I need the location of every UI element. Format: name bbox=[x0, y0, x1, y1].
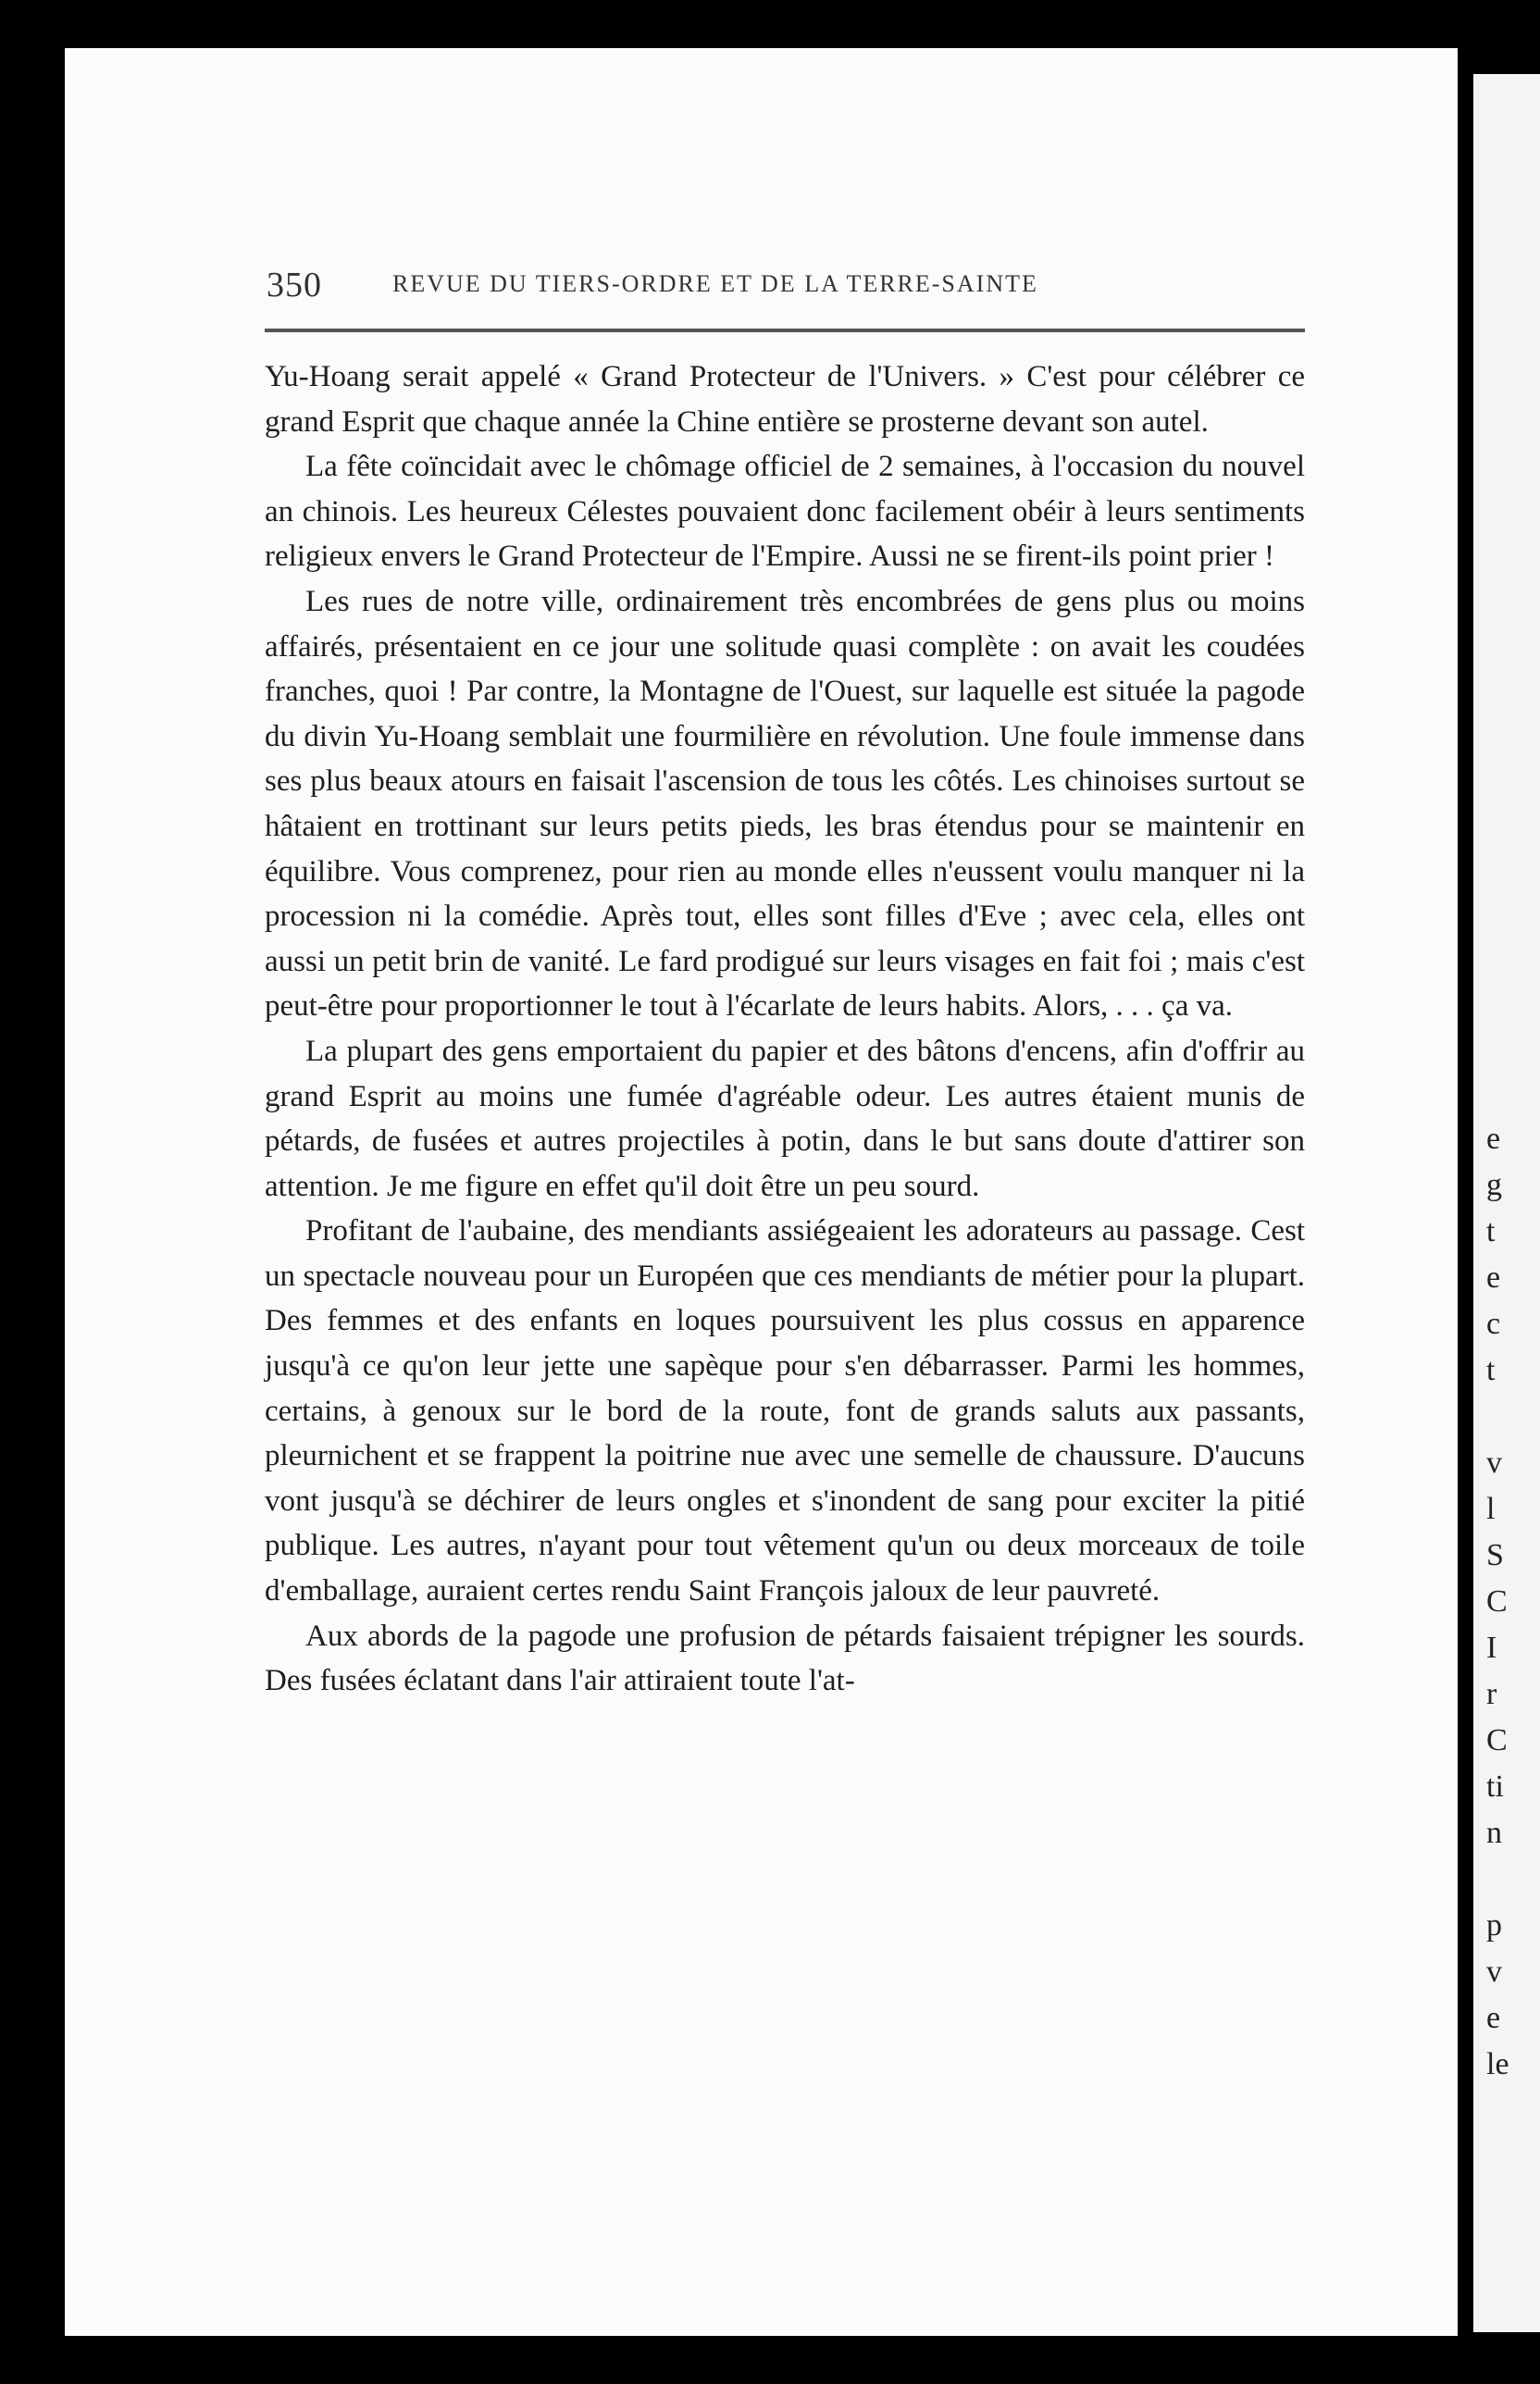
article-body bbox=[265, 354, 1305, 1704]
paragraph: Aux abords de la pagode une profusion de pétards faisaient trépigner les sourds. Des fusées éclatant dans l'air attiraient toute l'at- bbox=[265, 1619, 1305, 1698]
adjacent-page-fragment: r bbox=[1486, 1677, 1497, 1711]
adjacent-page-fragment: t bbox=[1486, 1353, 1496, 1387]
paragraph: Yu-Hoang serait appelé « Grand Protecteur de l'Univers. » C'est pour célébrer ce grand Esprit que chaque année la Chine entière se prosterne devant son autel. bbox=[265, 360, 1305, 439]
paragraph: Les rues de notre ville, ordinairement très encombrées de gens plus ou moins affairés, présentaient en ce jour une solitude quasi complète : on avait les coudées franches, quoi ! Par contre, la Montagne de l'Ouest, sur laquelle est située la pagode du divin Yu-Hoang semblait une fourmilière en révolution. Une foule immense dans ses plus beaux atours en faisait l'ascension de tous les côtés. Les chinoises surtout se hâtaient en trottinant sur leurs petits pieds, les bras étendus pour se maintenir en équilibre. Vous comprenez, pour rien au monde elles n'eussent voulu manquer ni la procession ni la comédie. Après tout, elles sont filles d'Eve ; avec cela, elles ont aussi un petit brin de vanité. Le fard prodigué sur leurs visages en fait foi ; mais c'est peut-être pour proportionner le tout à l'écarlate de leurs habits. Alors, . . . ça va. bbox=[265, 584, 1305, 1024]
adjacent-page-fragment: C bbox=[1486, 1584, 1508, 1619]
page-number: 350 bbox=[267, 266, 322, 304]
running-title: REVUE DU TIERS-ORDRE ET DE LA TERRE-SAINTE bbox=[392, 270, 1038, 297]
adjacent-page-fragment: l bbox=[1486, 1492, 1496, 1526]
header-rule bbox=[265, 329, 1305, 332]
paragraph: La fête coïncidait avec le chômage officiel de 2 semaines, à l'occasion du nouvel an chinois. Les heureux Célestes pouvaient donc facilement obéir à leurs sentiments religieux envers le Grand Protecteur de l'Empire. Aussi ne se firent-ils point prier ! bbox=[265, 450, 1305, 574]
adjacent-page-fragment: p bbox=[1486, 1908, 1502, 1943]
adjacent-page-fragment: t bbox=[1486, 1214, 1496, 1248]
adjacent-page-fragment: e bbox=[1486, 2001, 1501, 2035]
adjacent-page-fragment: c bbox=[1486, 1307, 1501, 1341]
adjacent-page-fragment: v bbox=[1486, 1955, 1502, 1989]
adjacent-page-edge bbox=[1473, 74, 1540, 2332]
adjacent-page-fragment: g bbox=[1486, 1168, 1502, 1202]
adjacent-page-fragment: e bbox=[1486, 1260, 1501, 1295]
adjacent-page-fragment: C bbox=[1486, 1723, 1508, 1757]
adjacent-page-fragment: ti bbox=[1486, 1769, 1504, 1804]
adjacent-page-fragment: le bbox=[1486, 2047, 1509, 2081]
adjacent-page-fragment: e bbox=[1486, 1122, 1501, 1156]
adjacent-page-fragment: I bbox=[1486, 1631, 1497, 1665]
adjacent-page-fragment: n bbox=[1486, 1816, 1502, 1850]
adjacent-page-fragment: S bbox=[1486, 1538, 1504, 1572]
paragraph: Profitant de l'aubaine, des mendiants assiégeaient les adorateurs au passage. Cest un spectacle nouveau pour un Européen que ces mendiants de métier pour la plupart. Des femmes et des enfants en loques poursuivent les plus cossus en apparence jusqu'à ce qu'on leur jette une sapèque pour s'en débarrasser. Parmi les hommes, certains, à genoux sur le bord de la route, font de grands saluts aux passants, pleurnichent et se frappent la poitrine nue avec une semelle de chaussure. D'aucuns vont jusqu'à se déchirer de leurs ongles et s'inondent de sang pour exciter la pitié publique. Les autres, n'ayant pour tout vêtement qu'un ou deux morceaux de toile d'emballage, auraient certes rendu Saint François jaloux de leur pauvreté. bbox=[265, 1214, 1305, 1608]
adjacent-page-fragment: v bbox=[1486, 1446, 1502, 1480]
paragraph: La plupart des gens emportaient du papier et des bâtons d'encens, afin d'offrir au grand Esprit au moins une fumée d'agréable odeur. Les autres étaient munis de pétards, de fusées et autres projectiles à potin, dans le but sans doute d'attirer son attention. Je me figure en effet qu'il doit être un peu sourd. bbox=[265, 1034, 1305, 1203]
